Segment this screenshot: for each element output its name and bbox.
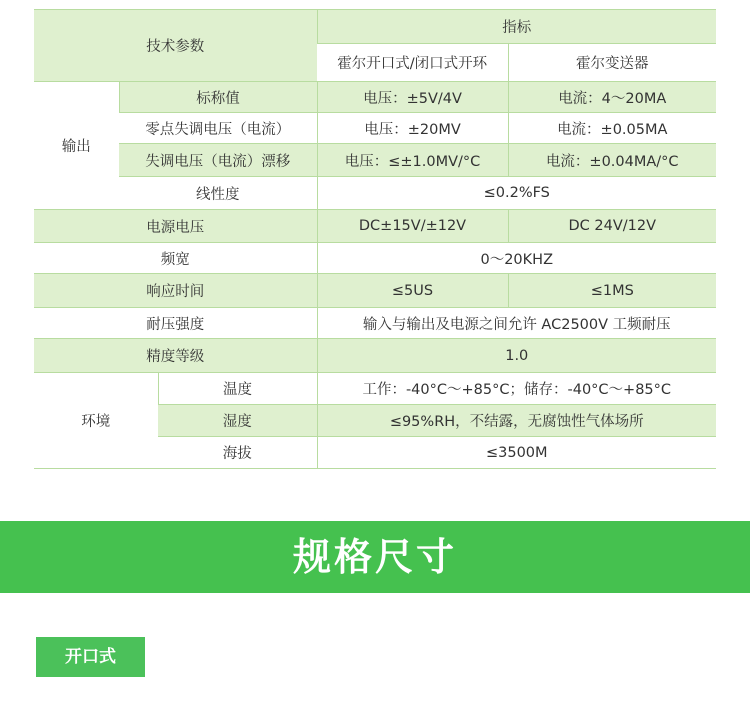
row-temp-label: 温度 [158, 373, 317, 405]
row-nominal-b: 电流：4～20MA [508, 82, 716, 113]
header-tech-params: 技术参数 [34, 10, 317, 82]
row-power-a: DC±15V/±12V [317, 210, 508, 243]
environment-label: 环境 [34, 373, 158, 469]
row-linearity-label: 线性度 [119, 177, 317, 210]
row-nominal-label: 标称值 [119, 82, 317, 113]
row-withstand-label: 耐压强度 [34, 308, 317, 339]
row-altitude-value: ≤3500M [317, 437, 716, 469]
row-bandwidth-label: 频宽 [34, 243, 317, 274]
row-withstand-value: 输入与输出及电源之间允许 AC2500V 工频耐压 [317, 308, 716, 339]
row-accuracy-value: 1.0 [317, 339, 716, 373]
row-humidity-label: 湿度 [158, 405, 317, 437]
row-altitude-label: 海拔 [158, 437, 317, 469]
header-indicator: 指标 [317, 10, 716, 44]
section-banner: 规格尺寸 [0, 521, 750, 593]
header-col-open: 霍尔开口式/闭口式开环 [317, 44, 508, 82]
row-offset-label: 零点失调电压（电流） [119, 113, 317, 144]
output-label: 输出 [34, 82, 119, 210]
row-bandwidth-value: 0～20KHZ [317, 243, 716, 274]
row-response-b: ≤1MS [508, 274, 716, 308]
row-offset-b: 电流：±0.05MA [508, 113, 716, 144]
row-linearity-value: ≤0.2%FS [317, 177, 716, 210]
row-offset-a: 电压：±20MV [317, 113, 508, 144]
spec-table [34, 9, 716, 469]
row-power-b: DC 24V/12V [508, 210, 716, 243]
open-type-tag: 开口式 [36, 637, 145, 677]
row-nominal-a: 电压：±5V/4V [317, 82, 508, 113]
header-col-transmitter: 霍尔变送器 [508, 44, 716, 82]
row-response-a: ≤5US [317, 274, 508, 308]
row-temp-value: 工作：-40°C～+85°C；储存：-40°C～+85°C [317, 373, 716, 405]
row-power-label: 电源电压 [34, 210, 317, 243]
row-drift-label: 失调电压（电流）漂移 [119, 144, 317, 177]
row-humidity-value: ≤95%RH，不结露，无腐蚀性气体场所 [317, 405, 716, 437]
row-response-label: 响应时间 [34, 274, 317, 308]
row-drift-b: 电流：±0.04MA/°C [508, 144, 716, 177]
row-accuracy-label: 精度等级 [34, 339, 317, 373]
row-drift-a: 电压：≤±1.0MV/°C [317, 144, 508, 177]
